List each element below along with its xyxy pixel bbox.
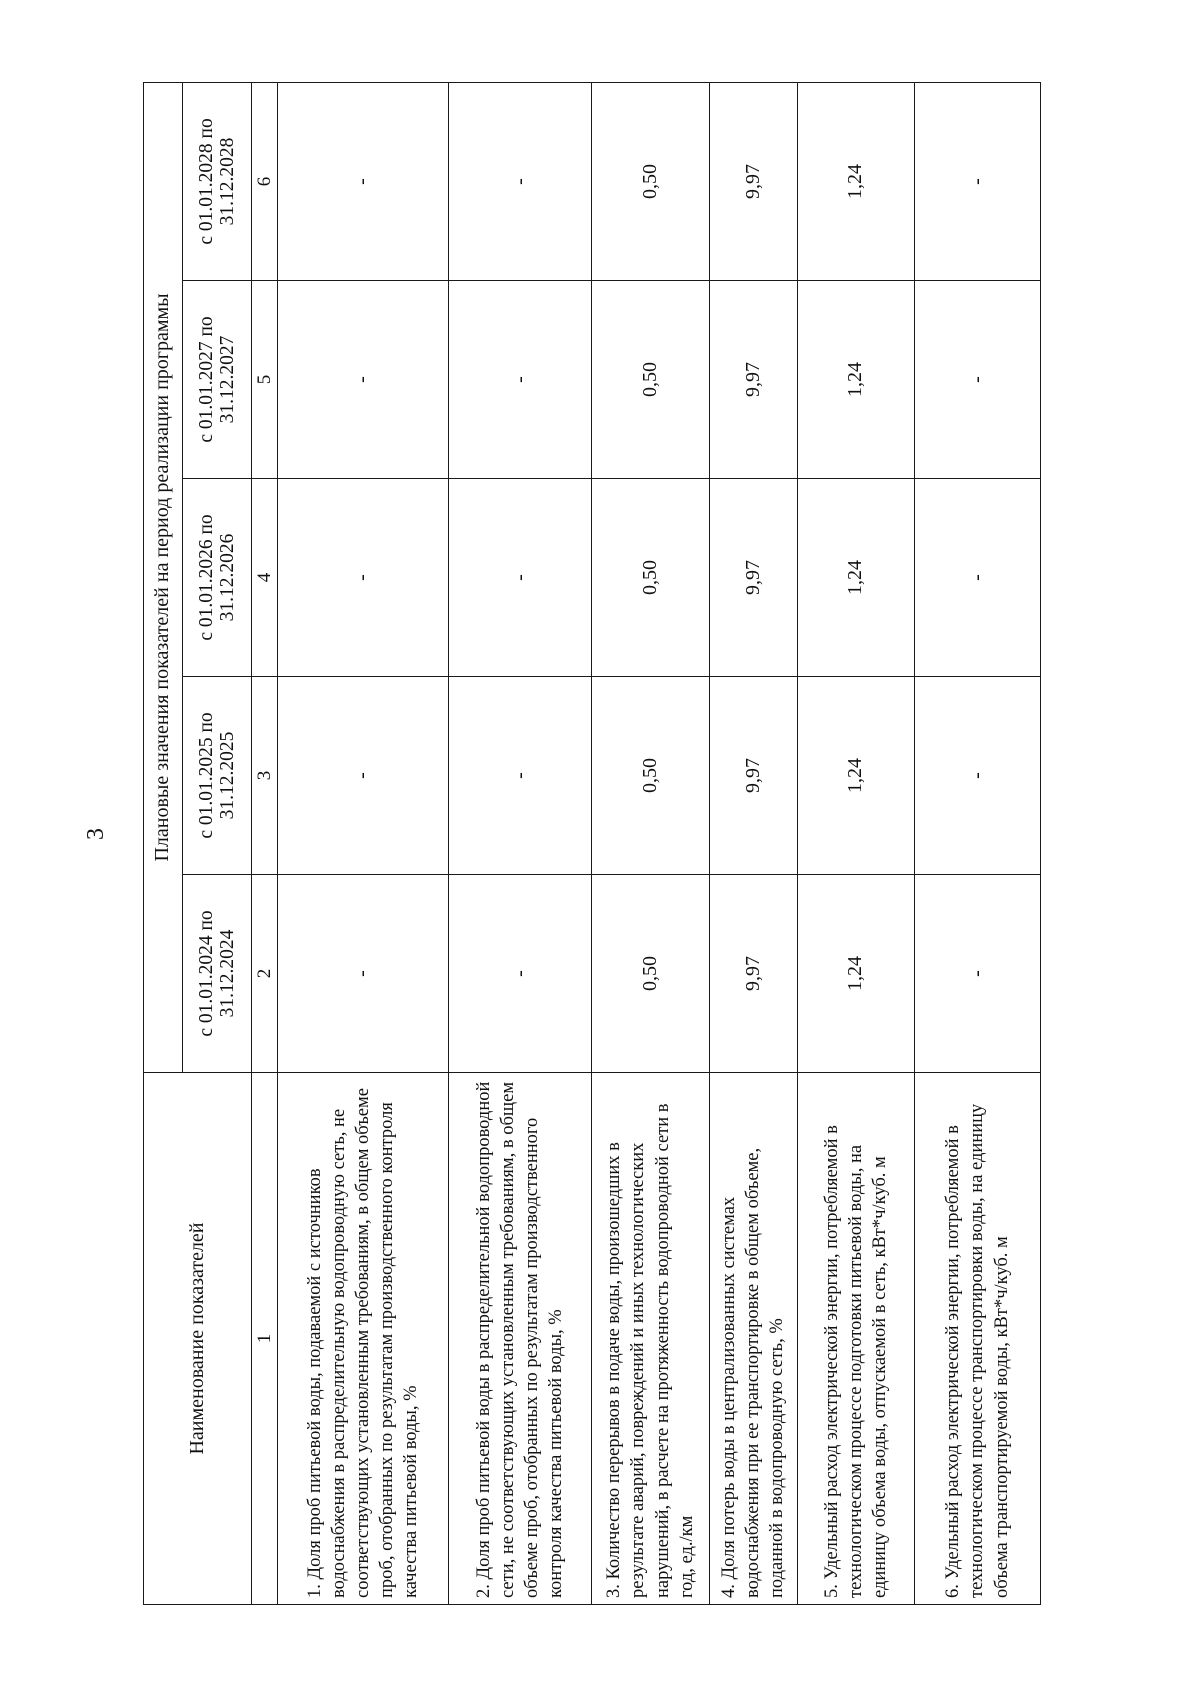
header-period-2026: с 01.01.2026 по 31.12.2026: [182, 479, 252, 677]
indicator-value: -: [277, 875, 448, 1073]
indicator-value: -: [448, 677, 592, 875]
column-number: 2: [252, 875, 277, 1073]
indicator-value: 1,24: [797, 479, 914, 677]
indicator-name: 1. Доля проб питьевой воды, подаваемой с источников водоснабжения в распределительную водопроводную сеть, не соответствующих установленным требованиям, в общем объеме проб, отобранных по результатам производственного контроля качества питьевой воды, %: [277, 1073, 448, 1605]
column-number: 6: [252, 82, 277, 280]
header-indicator-name: Наименование показателей: [144, 1073, 252, 1605]
indicator-value: 1,24: [797, 82, 914, 280]
header-period-2027: с 01.01.2027 по 31.12.2027: [182, 281, 252, 479]
indicator-value: 9,97: [709, 281, 797, 479]
indicator-name: 5. Удельный расход электрической энергии, потребляемой в технологическом процессе подготовки питьевой воды, на единицу объема воды, отпускаемой в сеть, кВт*ч/куб. м: [797, 1073, 914, 1605]
column-number: 3: [252, 677, 277, 875]
indicator-value: -: [915, 479, 1041, 677]
indicator-name: 6. Удельный расход электрической энергии, потребляемой в технологическом процессе транспортировки воды, на единицу объема транспортируемой воды, кВт*ч/куб. м: [915, 1073, 1041, 1605]
indicator-value: -: [915, 677, 1041, 875]
header-period-2025: с 01.01.2025 по 31.12.2025: [182, 677, 252, 875]
table-row: [797, 82, 914, 1604]
column-number: 1: [252, 1073, 277, 1605]
indicator-value: 1,24: [797, 875, 914, 1073]
column-number: 4: [252, 479, 277, 677]
indicator-value: 0,50: [592, 82, 709, 280]
indicator-value: 0,50: [592, 479, 709, 677]
page-number: 3: [83, 828, 109, 840]
indicator-value: -: [915, 82, 1041, 280]
header-period-2024: с 01.01.2024 по 31.12.2024: [182, 875, 252, 1073]
indicator-value: -: [448, 281, 592, 479]
table-row: [915, 82, 1041, 1604]
rotated-table-container: [143, 83, 1041, 1605]
table-row: [592, 82, 709, 1604]
indicator-value: 0,50: [592, 875, 709, 1073]
table-row: [277, 82, 448, 1604]
indicator-value: 1,24: [797, 281, 914, 479]
indicator-value: 0,50: [592, 677, 709, 875]
indicator-value: 9,97: [709, 875, 797, 1073]
indicators-table: [143, 82, 1041, 1605]
column-number: 5: [252, 281, 277, 479]
header-period-2028: с 01.01.2028 по 31.12.2028: [182, 82, 252, 280]
indicator-name: 3. Количество перерывов в подаче воды, произошедших в результате аварий, повреждений и иных технологических нарушений, в расчете на протяженность водопроводной сети в год, ед./км: [592, 1073, 709, 1605]
indicator-name: 2. Доля проб питьевой воды в распределительной водопроводной сети, не соответствующих установленным требованиям, в общем объеме проб, отобранных по результатам производственного контроля качества питьевой воды, %: [448, 1073, 592, 1605]
indicator-value: -: [277, 677, 448, 875]
indicator-value: -: [448, 875, 592, 1073]
header-planned-values: Плановые значения показателей на период реализации программы: [144, 82, 183, 1072]
indicator-value: 9,97: [709, 677, 797, 875]
indicator-value: -: [277, 281, 448, 479]
indicator-value: -: [915, 281, 1041, 479]
indicator-value: 0,50: [592, 281, 709, 479]
table-row: [448, 82, 592, 1604]
indicator-value: 9,97: [709, 82, 797, 280]
indicator-name: 4. Доля потерь воды в централизованных системах водоснабжения при ее транспортировке в общем объеме, поданной в водопроводную сеть, %: [709, 1073, 797, 1605]
table-row: [709, 82, 797, 1604]
indicator-value: 9,97: [709, 479, 797, 677]
indicator-value: -: [915, 875, 1041, 1073]
indicator-value: -: [448, 82, 592, 280]
indicator-value: 1,24: [797, 677, 914, 875]
column-number-row: [252, 82, 277, 1604]
indicator-value: -: [277, 479, 448, 677]
indicator-value: -: [277, 82, 448, 280]
indicator-value: -: [448, 479, 592, 677]
